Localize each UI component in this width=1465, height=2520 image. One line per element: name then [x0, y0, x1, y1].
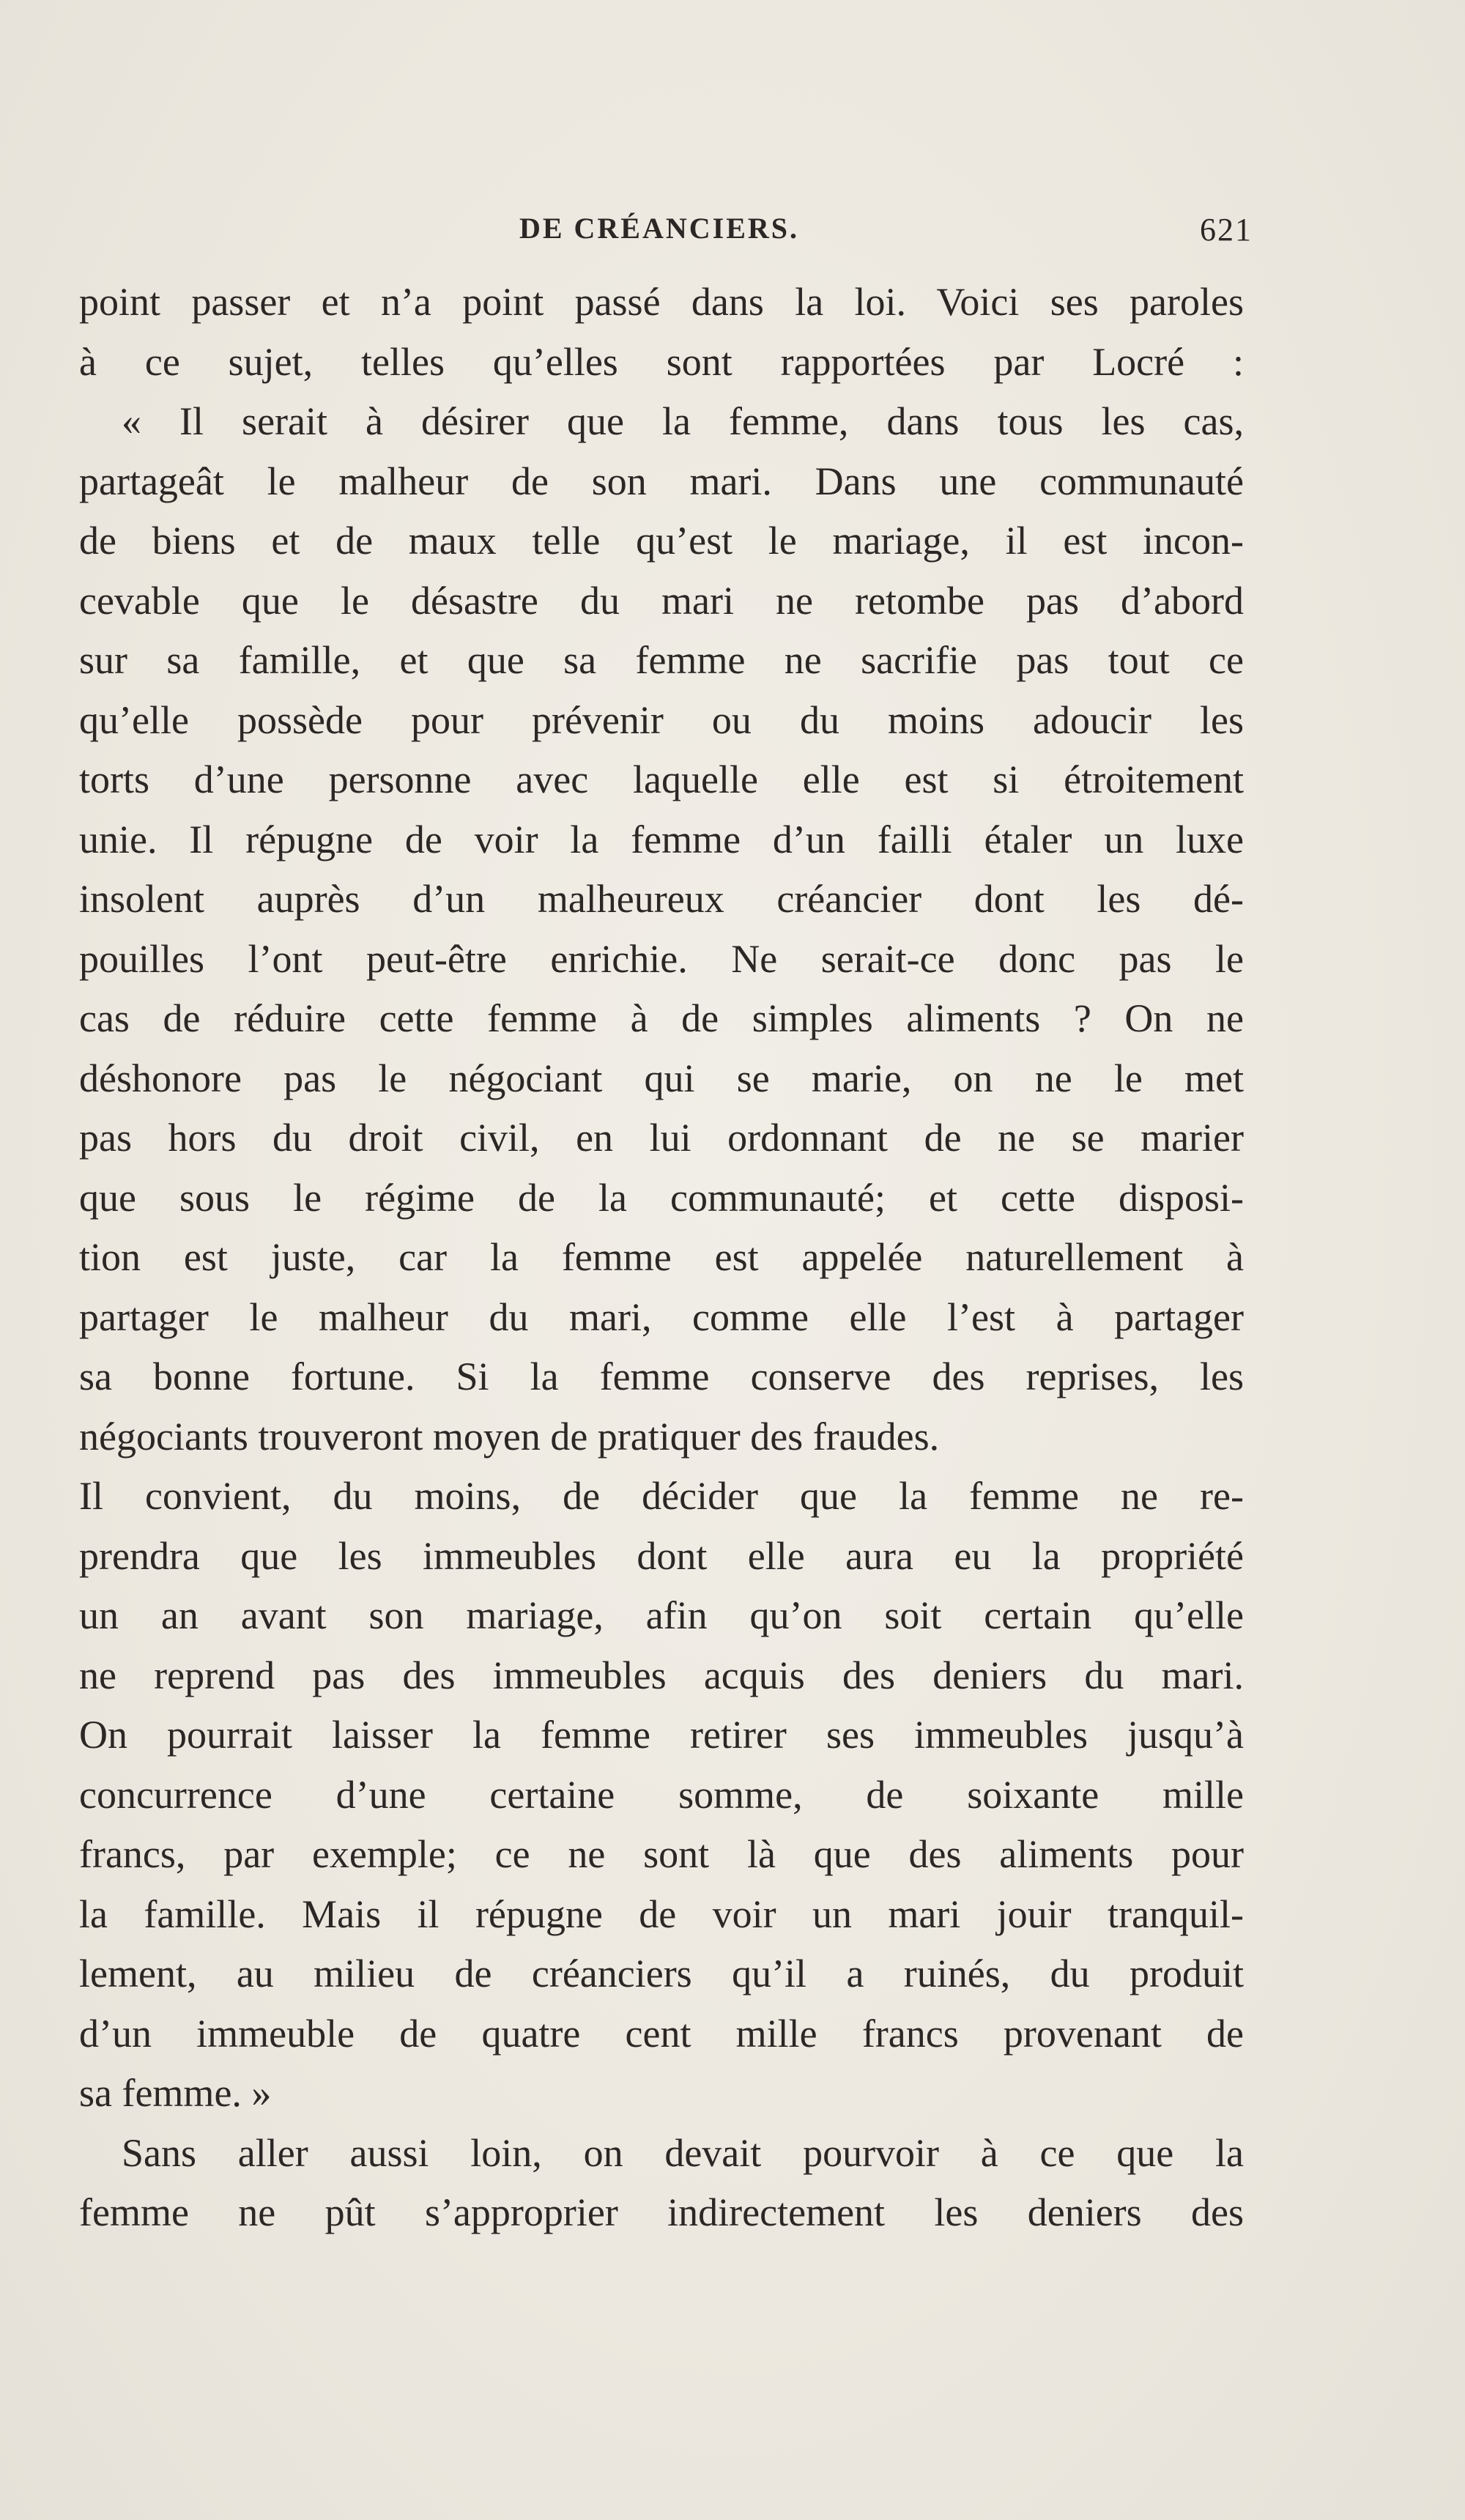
- text-line: pas hors du droit civil, en lui ordonnant de ne se marier: [79, 1116, 1244, 1160]
- running-head: [81, 211, 1253, 255]
- text-line: Sans aller aussi loin, on devait pourvoir à ce que la: [122, 2130, 1244, 2175]
- text-line: unie. Il répugne de voir la femme d’un failli étaler un luxe: [79, 817, 1244, 861]
- text-line: la famille. Mais il répugne de voir un mari jouir tranquil-: [79, 1891, 1244, 1936]
- text-line: partager le malheur du mari, comme elle l’est à partager: [79, 1294, 1244, 1339]
- body-text: [79, 273, 1244, 2243]
- text-line: insolent auprès d’un malheureux créancier dont les dé-: [79, 877, 1244, 921]
- text-line: à ce sujet, telles qu’elles sont rapportées par Locré :: [79, 339, 1244, 384]
- text-line: sur sa famille, et que sa femme ne sacrifie pas tout ce: [79, 638, 1244, 682]
- text-line: prendra que les immeubles dont elle aura eu la propriété: [79, 1533, 1244, 1578]
- text-line: qu’elle possède pour prévenir ou du moins adoucir les: [79, 697, 1244, 742]
- text-line: de biens et de maux telle qu’est le mariage, il est incon-: [79, 519, 1244, 563]
- text-line: pouilles l’ont peut-être enrichie. Ne serait-ce donc pas le: [79, 936, 1244, 981]
- text-line: francs, par exemple; ce ne sont là que des aliments pour: [79, 1832, 1244, 1876]
- text-line: tion est juste, car la femme est appelée naturellement à: [79, 1235, 1244, 1279]
- text-line: point passer et n’a point passé dans la loi. Voici ses paroles: [79, 280, 1244, 324]
- text-line: partageât le malheur de son mari. Dans une communauté: [79, 459, 1244, 503]
- text-line: lement, au milieu de créanciers qu’il a ruinés, du produit: [79, 1952, 1244, 1995]
- text-line: sa bonne fortune. Si la femme conserve des reprises, les: [79, 1354, 1244, 1398]
- text-line: cas de réduire cette femme à de simples aliments ? On ne: [79, 996, 1244, 1040]
- text-line: d’un immeuble de quatre cent mille francs provenant de: [79, 2011, 1244, 2056]
- running-title: DE CRÉANCIERS.: [519, 212, 800, 245]
- text-line: négociants trouveront moyen de pratiquer des fraudes.: [79, 1414, 940, 1459]
- text-line: que sous le régime de la communauté; et cette disposi-: [79, 1175, 1244, 1220]
- text-line: sa femme. »: [79, 2071, 272, 2115]
- text-line: On pourrait laisser la femme retirer ses immeubles jusqu’à: [79, 1713, 1244, 1757]
- text-line: torts d’une personne avec laquelle elle est si étroitement: [79, 757, 1244, 801]
- text-line: « Il serait à désirer que la femme, dans tous les cas,: [122, 399, 1244, 443]
- text-line: Il convient, du moins, de décider que la femme ne re-: [79, 1474, 1244, 1518]
- text-line: femme ne pût s’approprier indirectement les deniers des: [79, 2190, 1244, 2234]
- text-line: concurrence d’une certaine somme, de soixante mille: [79, 1772, 1244, 1817]
- page-number: 621: [1200, 212, 1253, 248]
- text-line: déshonore pas le négociant qui se marie, on ne le met: [79, 1056, 1244, 1100]
- text-line: un an avant son mariage, afin qu’on soit certain qu’elle: [79, 1593, 1244, 1637]
- text-line: cevable que le désastre du mari ne retombe pas d’abord: [79, 578, 1244, 623]
- text-line: ne reprend pas des immeubles acquis des deniers du mari.: [79, 1653, 1244, 1697]
